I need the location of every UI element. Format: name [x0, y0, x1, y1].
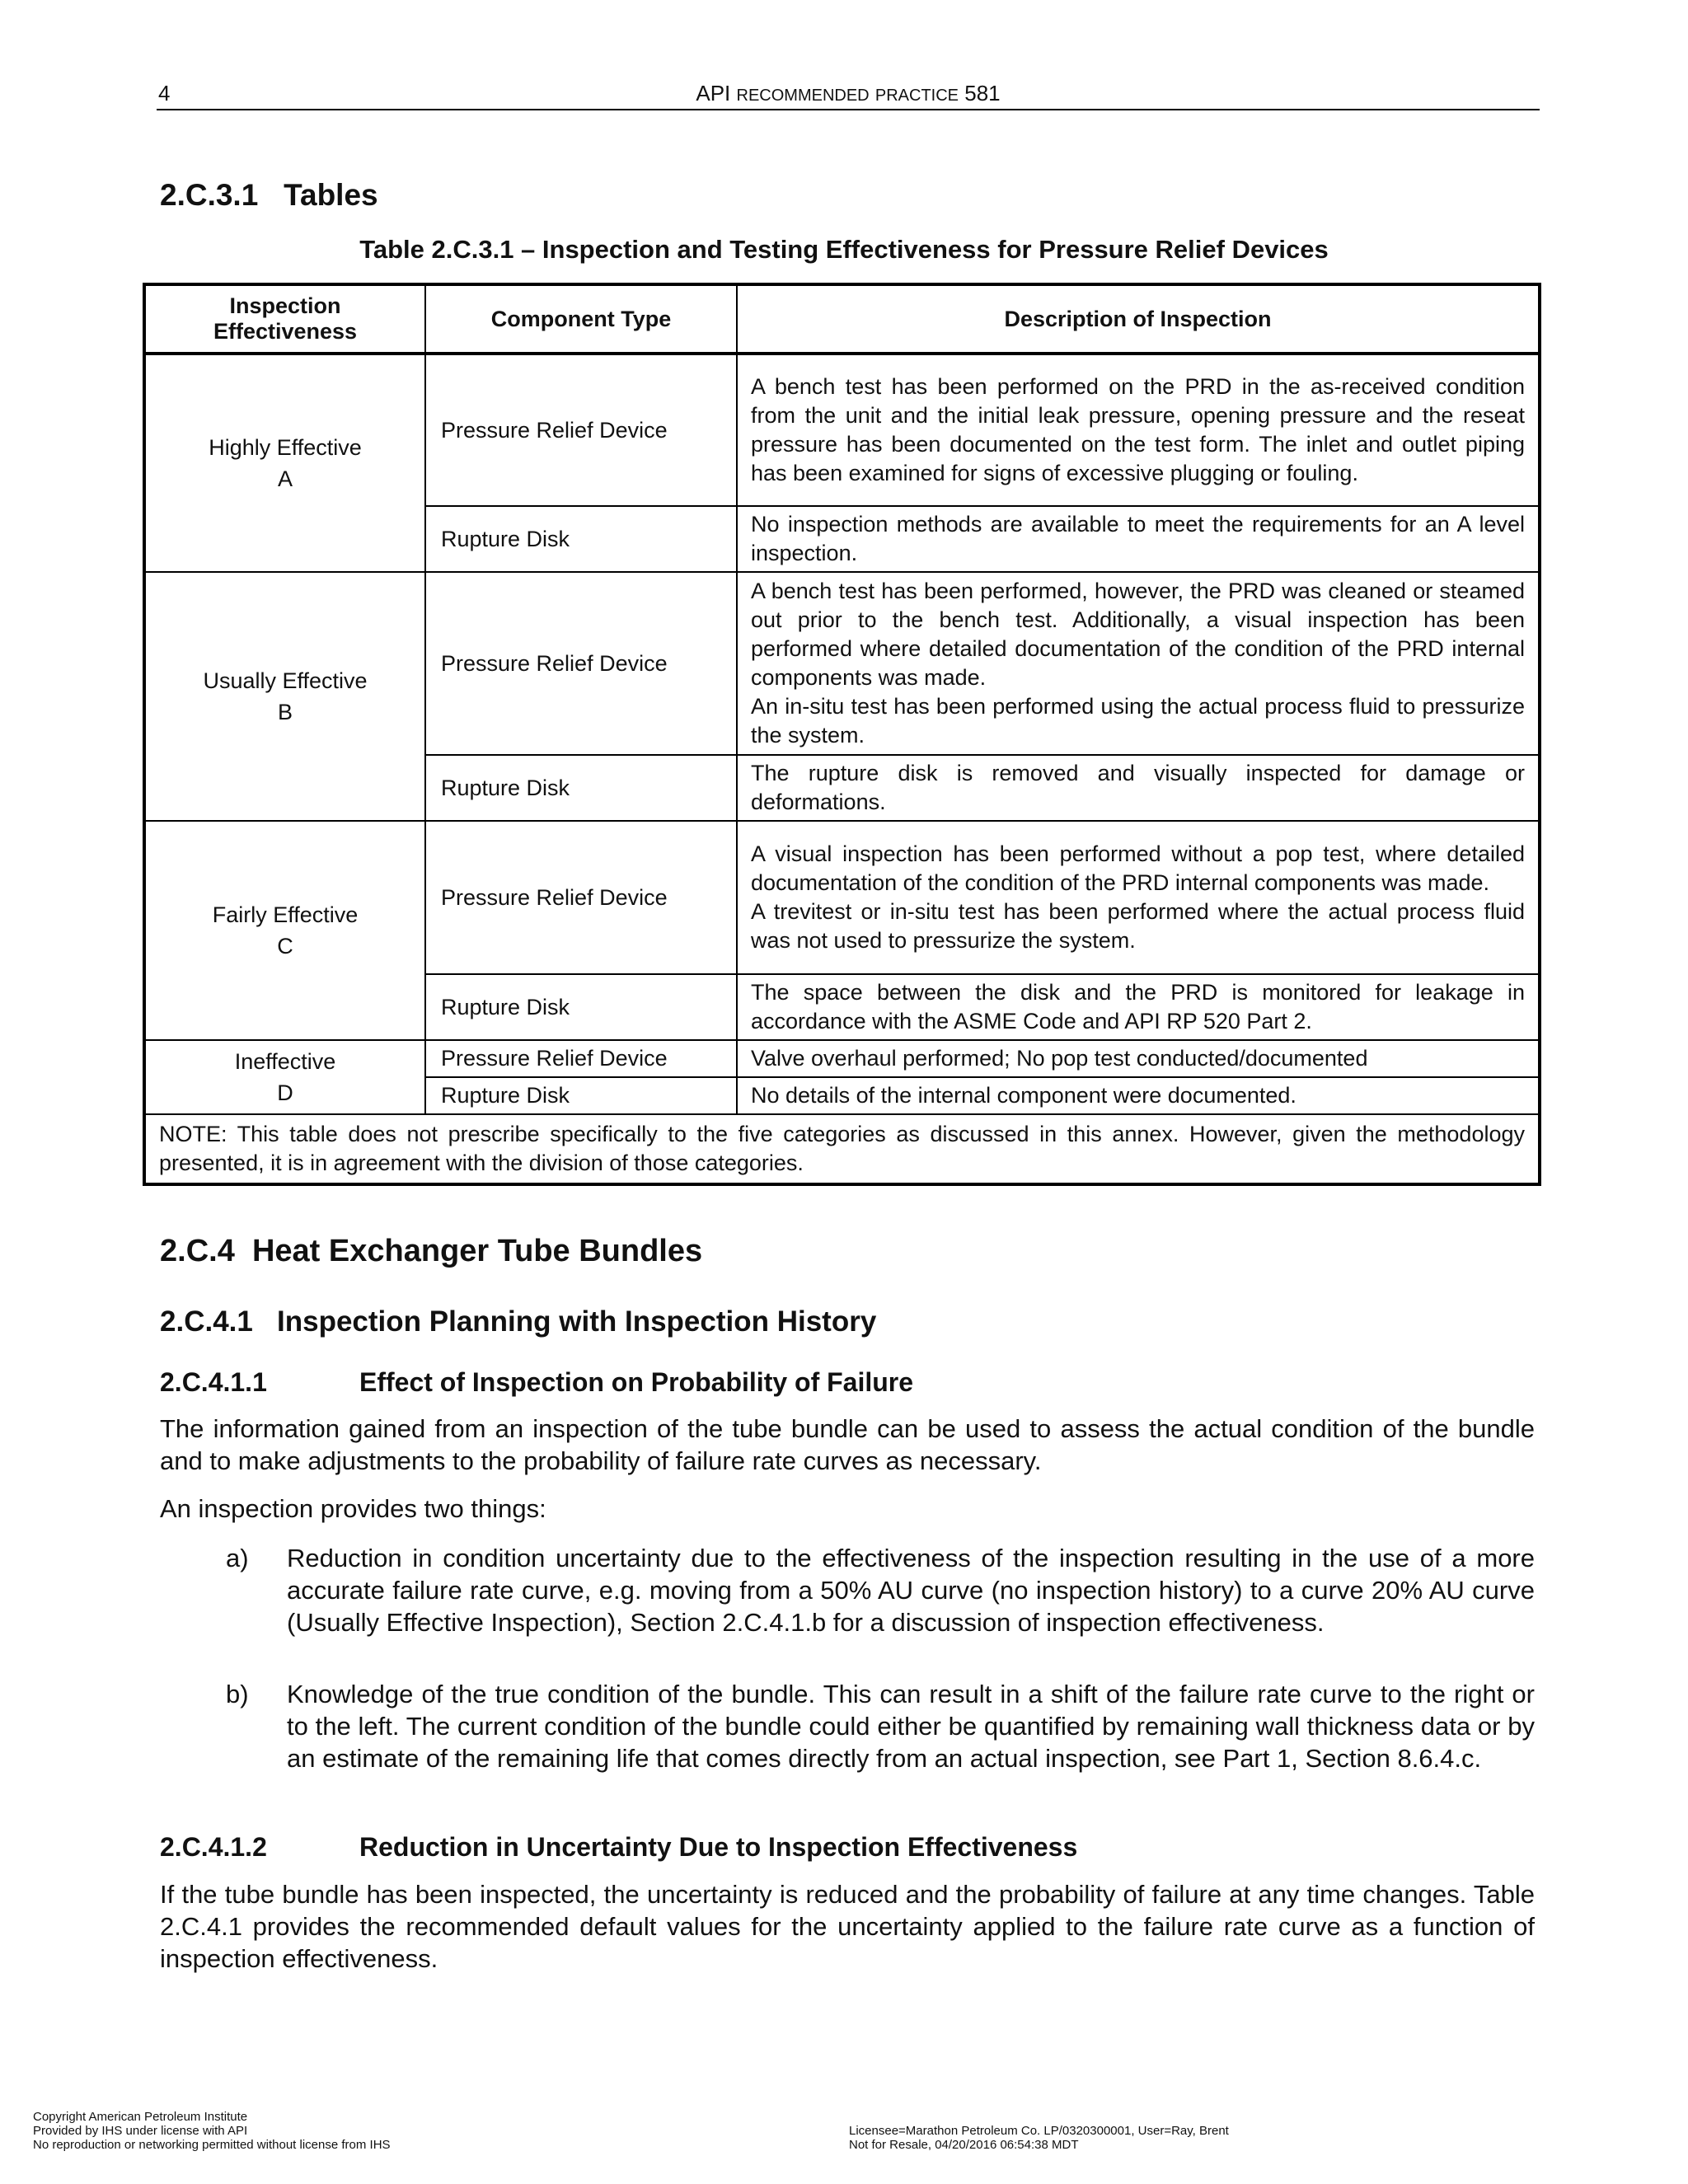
component-cell: Rupture Disk — [425, 974, 737, 1040]
header-effectiveness: Inspection Effectiveness — [144, 284, 425, 354]
table-caption: Table 2.C.3.1 – Inspection and Testing Effectiveness for Pressure Relief Devices — [359, 235, 1329, 264]
description-cell: No details of the internal component were documented. — [737, 1077, 1540, 1114]
component-cell: Pressure Relief Device — [425, 821, 737, 974]
list-item: a) Reduction in condition uncertainty due to the effectiveness of the inspection resulting in the use of a more accurate failure rate curve, e.g. moving from a 50% AU curve (no inspection history) to a curve 20% AU curve (Usually Effective Inspection), Section 2.C.4.1.b for a discussion of inspection effectiveness. — [226, 1544, 1535, 1637]
footer-copyright: Copyright American Petroleum Institute Provided by IHS under license with API No reproduction or networking permitted without license from IHS — [33, 2110, 391, 2152]
component-cell: Rupture Disk — [425, 1077, 737, 1114]
effectiveness-cell: Usually Effective B — [144, 572, 425, 821]
table-row — [144, 354, 1540, 506]
footer-license: Licensee=Marathon Petroleum Co. LP/0320300001, User=Ray, Brent Not for Resale, 04/20/2016 06:54:38 MDT — [849, 2124, 1229, 2152]
header-description: Description of Inspection — [737, 284, 1540, 354]
running-title: API RECOMMENDED PRACTICE 581 — [696, 81, 1001, 105]
description-cell: Valve overhaul performed; No pop test conducted/documented — [737, 1040, 1540, 1077]
paragraph: The information gained from an inspection of the tube bundle can be used to assess the actual condition of the bundle and to make adjustments to the probability of failure rate curves as necessary. — [160, 1414, 1535, 1475]
table-note: NOTE: This table does not prescribe specifically to the five categories as discussed in this annex. However, given the methodology presented, it is in agreement with the division of those categories. — [144, 1114, 1540, 1184]
table-header-row — [144, 284, 1540, 354]
table-row — [144, 821, 1540, 974]
description-cell: A visual inspection has been performed without a pop test, where detailed documentation of the condition of the PRD internal components was made. A trevitest or in-situ test has been performed where the actual process fluid was not used to pressurize the system. — [737, 821, 1540, 974]
inspection-effectiveness-table — [143, 283, 1541, 1186]
effectiveness-cell: Highly Effective A — [144, 354, 425, 572]
component-cell: Pressure Relief Device — [425, 354, 737, 506]
component-cell: Rupture Disk — [425, 506, 737, 572]
section-heading-inspection-planning: 2.C.4.1 Inspection Planning with Inspection History — [160, 1305, 877, 1338]
page-header — [157, 81, 1540, 110]
list-item: b) Knowledge of the true condition of the bundle. This can result in a shift of the failure rate curve to the right or to the left. The current condition of the bundle could either be quantified by remaining wall thickness data or by an estimate of the remaining life that comes directly from an actual inspection, see Part 1, Section 8.6.4.c. — [226, 1680, 1535, 1773]
section-heading-tables: 2.C.3.1 Tables — [160, 178, 378, 212]
component-cell: Pressure Relief Device — [425, 1040, 737, 1077]
description-cell: The space between the disk and the PRD is monitored for leakage in accordance with the ASME Code and API RP 520 Part 2. — [737, 974, 1540, 1040]
section-heading-heat-exchanger: 2.C.4 Heat Exchanger Tube Bundles — [160, 1234, 703, 1268]
description-cell: No inspection methods are available to meet the requirements for an A level inspection. — [737, 506, 1540, 572]
table-row — [144, 572, 1540, 755]
paragraph: If the tube bundle has been inspected, the uncertainty is reduced and the probability of failure at any time changes. Table 2.C.4.1 provides the recommended default values for the uncertainty applied to the failure rate curve as a function of inspection effectiveness. — [160, 1880, 1535, 1973]
subsection-heading-reduction: 2.C.4.1.2 Reduction in Uncertainty Due to Inspection Effectiveness — [160, 1832, 1078, 1862]
header-component-type: Component Type — [425, 284, 737, 354]
component-cell: Pressure Relief Device — [425, 572, 737, 755]
effectiveness-cell: Ineffective D — [144, 1040, 425, 1114]
effectiveness-cell: Fairly Effective C — [144, 821, 425, 1040]
page-number: 4 — [158, 81, 171, 105]
table-row — [144, 1040, 1540, 1077]
component-cell: Rupture Disk — [425, 755, 737, 821]
description-cell: The rupture disk is removed and visually inspected for damage or deformations. — [737, 755, 1540, 821]
paragraph: An inspection provides two things: — [160, 1494, 546, 1523]
description-cell: A bench test has been performed, however, the PRD was cleaned or steamed out prior to the bench test. Additionally, a visual inspection has been performed where detailed documentation of the condition of the PRD internal components was made. An in-situ test has been performed using the actual process fluid to pressurize the system. — [737, 572, 1540, 755]
subsection-heading-effect: 2.C.4.1.1 Effect of Inspection on Probability of Failure — [160, 1367, 914, 1397]
table-note-row — [144, 1114, 1540, 1184]
description-cell: A bench test has been performed on the PRD in the as-received condition from the unit and the initial leak pressure, opening pressure and the reseat pressure has been documented on the test form. The inlet and outlet piping has been examined for signs of excessive plugging or fouling. — [737, 354, 1540, 506]
